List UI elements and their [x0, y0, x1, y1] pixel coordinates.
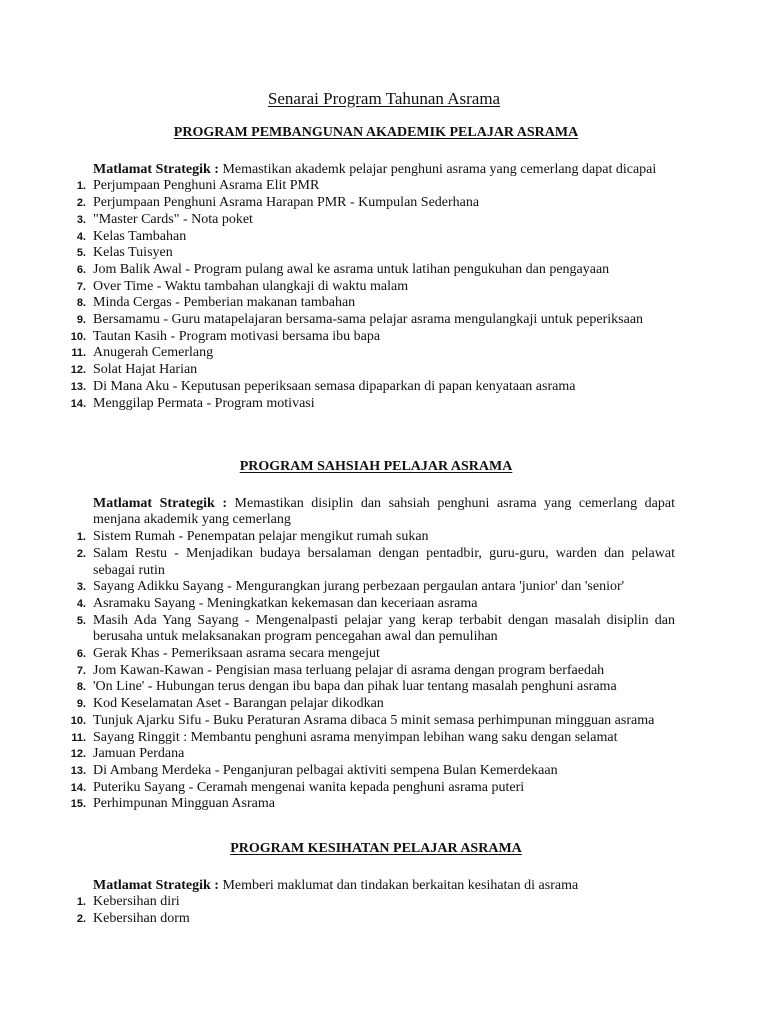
list-item-number: 6.	[76, 263, 86, 276]
list-item-number: 4.	[76, 597, 86, 610]
list-item-number: 10.	[70, 330, 86, 343]
list-item	[76, 679, 675, 696]
list-item	[76, 312, 675, 329]
list-item-text: Kod Keselamatan Aset - Barangan pelajar dikodkan	[93, 696, 384, 712]
list-item	[76, 545, 675, 579]
list-item	[70, 712, 675, 730]
list-item-text: Perjumpaan Penghuni Asrama Elit PMR	[93, 178, 320, 194]
goal-text: Memastikan disiplin dan sahsiah penghuni asrama yang cemerlang dapat menjana akademik yang cemerlang	[93, 495, 676, 528]
section-akademik	[70, 125, 675, 412]
list-item-number: 8.	[76, 681, 86, 694]
list-item	[76, 278, 675, 296]
list-item	[76, 646, 675, 663]
list-item	[70, 779, 675, 797]
list-item-text: Minda Cergas - Pemberian makanan tambahan	[93, 295, 356, 311]
section-heading: PROGRAM SAHSIAH PELAJAR ASRAMA	[239, 459, 513, 474]
list-item-number: 3.	[76, 581, 86, 594]
list-item-number: 7.	[76, 280, 86, 293]
list-item	[76, 529, 675, 546]
list-item-text: Kelas Tuisyen	[93, 245, 173, 261]
list-item	[70, 746, 675, 763]
list-item-number: 15.	[70, 798, 86, 811]
list-item-number: 7.	[76, 664, 86, 677]
list-item-text: Kebersihan dorm	[93, 911, 190, 927]
list-item-text: Perhimpunan Mingguan Asrama	[93, 796, 275, 812]
list-item	[70, 328, 675, 346]
list-item	[70, 362, 675, 379]
list-item-number: 14.	[70, 397, 86, 410]
list-item-text: Anugerah Cemerlang	[93, 345, 214, 361]
goal-text: Memberi maklumat dan tindakan berkaitan kesihatan di asrama	[218, 877, 579, 893]
list-item-text: Jom Balik Awal - Program pulang awal ke asrama untuk latihan pengukuhan dan pengayaan	[93, 261, 610, 277]
list-item	[71, 729, 675, 747]
list-item-text: Di Mana Aku - Keputusan peperiksaan semasa dipaparkan di papan kenyataan asrama	[93, 378, 576, 394]
list-item-text: Tunjuk Ajarku Sifu - Buku Peraturan Asrama dibaca 5 minit semasa perhimpunan mingguan asrama	[93, 712, 655, 728]
list-item	[70, 378, 675, 396]
list-item-number: 9.	[76, 314, 86, 327]
list-item-number: 2.	[76, 913, 86, 926]
list-item	[70, 762, 675, 780]
list-item-text: Solat Hajat Harian	[93, 362, 198, 378]
list-item	[76, 261, 675, 279]
list-item	[76, 696, 675, 713]
list-item	[76, 211, 675, 229]
list-item-text: Bersamamu - Guru matapelajaran bersama-sama pelajar asrama mengulangkaji untuk peperiksaan	[93, 312, 644, 328]
list-item-number: 6.	[76, 648, 86, 661]
list-item-text: Sayang Ringgit : Membantu penghuni asrama menyimpan lebihan wang saku dengan selamat	[93, 729, 618, 745]
list-item-text: "Master Cards" - Nota poket	[93, 211, 253, 227]
goal-label: Matlamat Strategik :	[93, 877, 219, 893]
list-item	[76, 911, 675, 928]
list-item	[76, 662, 675, 680]
section-sahsiah	[70, 459, 676, 813]
section-kesihatan	[76, 841, 675, 928]
list-item	[76, 612, 675, 646]
list-item-number: 14.	[70, 781, 86, 794]
list-item-text: 'On Line' - Hubungan terus dengan ibu bapa dan pihak luar tentang masalah penghuni asrama	[93, 679, 617, 695]
list-item-text: Jamuan Perdana	[93, 746, 185, 762]
program-list	[76, 894, 675, 927]
list-item-number: 13.	[70, 764, 86, 777]
list-item-number: 13.	[70, 380, 86, 393]
list-item-text: Perjumpaan Penghuni Asrama Harapan PMR - Kumpulan Sederhana	[93, 195, 480, 211]
list-item-number: 11.	[71, 731, 86, 744]
section-heading: PROGRAM PEMBANGUNAN AKADEMIK PELAJAR ASRAMA	[173, 125, 579, 140]
list-item	[76, 228, 675, 246]
list-item	[70, 796, 675, 813]
list-item-text: Puteriku Sayang - Ceramah mengenai wanita kepada penghuni asrama puteri	[93, 779, 525, 795]
goal-label: Matlamat Strategik :	[93, 495, 228, 511]
strategic-goal	[93, 162, 675, 179]
program-list	[70, 529, 675, 813]
list-item-text: Masih Ada Yang Sayang - Mengenalpasti pelajar yang kerap terbabit dengan masalah disiplin dan berusaha untuk melaksanakan program pencegahan awal dan pemulihan	[93, 612, 675, 645]
list-item-text: Tautan Kasih - Program motivasi bersama ibu bapa	[93, 328, 381, 344]
list-item-number: 12.	[70, 748, 86, 761]
list-item-text: Over Time - Waktu tambahan ulangkaji di waktu malam	[93, 278, 409, 294]
list-item-number: 1.	[76, 531, 86, 544]
program-list	[70, 178, 675, 412]
list-item-text: Salam Restu - Menjadikan budaya bersalaman dengan pentadbir, guru-guru, warden dan pelawat sebagai rutin	[93, 545, 675, 578]
list-item-number: 5.	[76, 614, 86, 627]
goal-text: Memastikan akademk pelajar penghuni asrama yang cemerlang dapat dicapai	[218, 161, 657, 177]
list-item-number: 5.	[76, 247, 86, 260]
goal-label: Matlamat Strategik :	[93, 161, 219, 177]
list-item-number: 1.	[76, 180, 86, 193]
list-item	[76, 295, 675, 312]
list-item	[70, 395, 675, 413]
section-heading: PROGRAM KESIHATAN PELAJAR ASRAMA	[230, 841, 522, 856]
list-item-text: Jom Kawan-Kawan - Pengisian masa terluang pelajar di asrama dengan program berfaedah	[93, 662, 605, 678]
list-item	[76, 579, 675, 596]
list-item-number: 4.	[76, 230, 86, 243]
list-item-text: Asramaku Sayang - Meningkatkan kekemasan dan keceriaan asrama	[93, 595, 478, 611]
list-item-text: Kebersihan diri	[93, 894, 180, 910]
list-item	[71, 345, 675, 362]
list-item-number: 1.	[76, 896, 86, 909]
list-item-number: 9.	[76, 698, 86, 711]
document-title: Senarai Program Tahunan Asrama	[267, 89, 501, 108]
list-item-number: 11.	[71, 347, 86, 360]
strategic-goal	[93, 496, 675, 529]
list-item-text: Di Ambang Merdeka - Penganjuran pelbagai aktiviti sempena Bulan Kemerdekaan	[93, 762, 558, 778]
list-item-number: 2.	[76, 197, 86, 210]
list-item-text: Kelas Tambahan	[93, 228, 187, 244]
list-item-text: Gerak Khas - Pemeriksaan asrama secara mengejut	[93, 646, 380, 662]
list-item-number: 8.	[76, 297, 86, 310]
list-item	[76, 595, 675, 613]
strategic-goal	[93, 878, 675, 895]
list-item-number: 12.	[70, 364, 86, 377]
list-item	[76, 195, 675, 212]
list-item-text: Sistem Rumah - Penempatan pelajar mengikut rumah sukan	[93, 529, 429, 545]
list-item	[76, 894, 675, 911]
list-item	[76, 245, 675, 262]
list-item	[76, 178, 675, 195]
list-item-number: 3.	[76, 213, 86, 226]
list-item-text: Menggilap Permata - Program motivasi	[93, 395, 315, 411]
list-item-text: Sayang Adikku Sayang - Mengurangkan jurang perbezaan pergaulan antara 'junior' dan 'senior'	[93, 579, 625, 595]
list-item-number: 2.	[76, 547, 86, 560]
list-item-number: 10.	[70, 714, 86, 727]
